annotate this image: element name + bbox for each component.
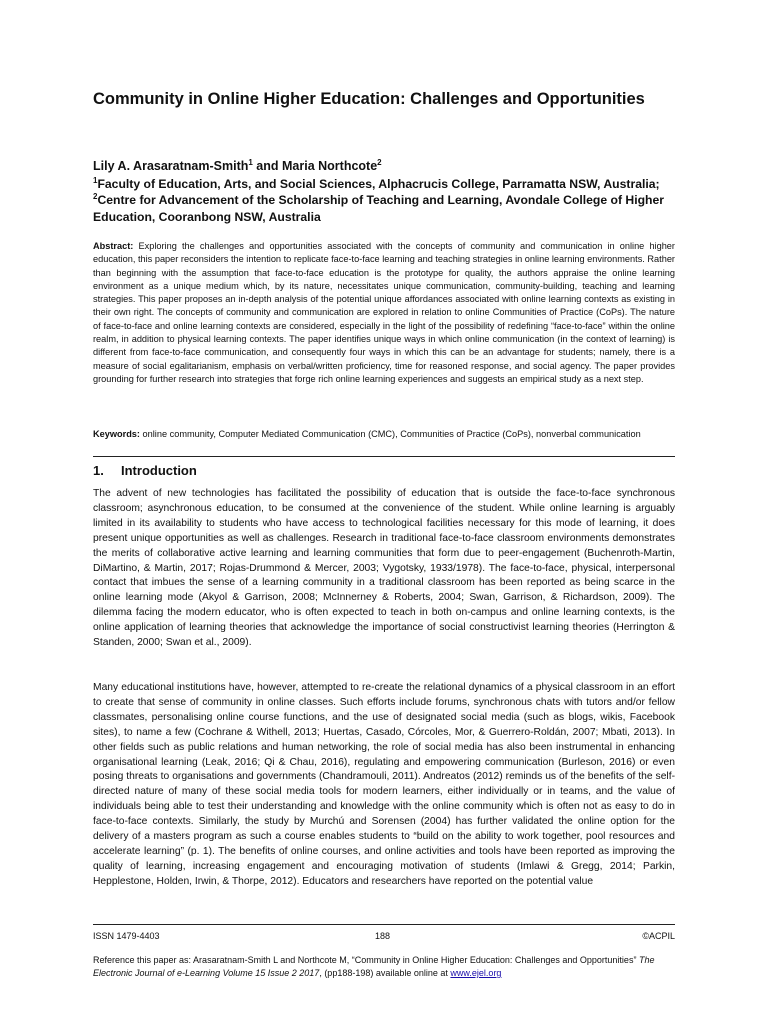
affiliation — [93, 176, 675, 193]
footer-divider — [93, 924, 675, 925]
section-number: 1. — [93, 463, 104, 478]
citation-prefix: Reference this paper as: Arasaratnam-Smith L and Northcote M, “Community in Online Higher Education: Challenges and Opportunities” — [93, 955, 637, 965]
abstract-text: Exploring the challenges and opportunities associated with the concepts of community and communication in online higher education, this paper reconsiders the intention to replicate face-to-face learning and teaching strategies in online learning environments. Rather than beginning with the assumption that face-to-face education is the prototype for quality, the authors appraise the online learning environment as a unique medium which, by its nature, necessitates unique communication, community-building, teaching and learning strategies. This paper proposes an in-depth analysis of the potential unique affordances associated with online learning contexts as existing in their own right. The concepts of community and communication are explored in relation to online Communities of Practice (CoPs). The nature of face-to-face and online learning contexts are considered, especially in the light of the possibility of redefining “face-to-face” within the online realm, in addition to physical learning contexts. The paper identifies unique ways in which online communication (in the context of learning) is different from face-to-face communication, and consequently four ways in which this can be an advantage for students; namely, there is a measure of social egalitarianism, emphasis on verbal/written proficiency, time for reasoned response, and social agency. The paper provides grounding for further research into strategies that forge rich online learning experiences and suggests an empirical study as a next step. — [93, 241, 675, 384]
keywords-text: online community, Computer Mediated Communication (CMC), Communities of Practice (CoPs), nonverbal communication — [142, 429, 641, 439]
author-superscript: 2 — [377, 157, 382, 167]
affiliation-superscript: 1 — [93, 175, 98, 185]
journal-name: The Electronic Journal of e-Learning Volume 15 Issue 2 2017 — [93, 955, 655, 978]
author-name: Lily A. Arasaratnam-Smith — [93, 159, 249, 173]
affiliation-text: Faculty of Education, Arts, and Social Sciences, Alphacrucis College, Parramatta NSW, Australia; — [97, 177, 660, 191]
abstract-label: Abstract: — [93, 241, 134, 251]
issn: ISSN 1479-4403 — [93, 931, 160, 941]
author-line — [93, 158, 382, 174]
section-divider — [93, 456, 675, 457]
citation-suffix: , (pp188-198) available online at — [319, 968, 448, 978]
affiliation-superscript: 2 — [93, 191, 98, 201]
keywords — [93, 428, 675, 441]
section-heading — [93, 462, 197, 480]
section-title: Introduction — [121, 463, 197, 478]
paper-title: Community in Online Higher Education: Challenges and Opportunities — [93, 90, 645, 108]
keywords-label: Keywords: — [93, 429, 140, 439]
author-superscript: 1 — [248, 157, 253, 167]
page-number: 188 — [375, 931, 391, 941]
author-name: Maria Northcote — [282, 159, 378, 173]
copyright: ©ACPIL — [642, 931, 675, 941]
journal-link[interactable]: www.ejel.org — [450, 968, 502, 978]
affiliation-text: Centre for Advancement of the Scholarship of Teaching and Learning, Avondale College of Higher Education, Cooranbong NSW, Australia — [93, 193, 665, 224]
body-paragraph: The advent of new technologies has facilitated the possibility of education that is outside the face-to-face synchronous classroom; asynchronous education, to be consumed at the convenience of the student. While online learning is arguably limited in its availability to students who have access to technological facilities necessary for this mode of learning, it does present unique opportunities as well as challenges. Research in traditional face-to-face classroom environments demonstrates the merits of collaborative active learning and learning communities that form due to peer-engagement (Buchenroth-Martin, DiMartino, & Martin, 2017; Rojas-Drummond & Mercer, 2003; Vygotsky, 1933/1978). The face-to-face, physical, interpersonal contact that imbues the sense of a learning community in a traditional classroom has been reported as being scarce in the online learning mode (Akyol & Garrison, 2008; McInnerney & Roberts, 2004; Swan, Garrison, & Richardson, 2009). The dilemma facing the modern educator, who is often expected to teach in both on-campus and online learning contexts, is the online application of learning theories that acknowledge the importance of social constructivist learning theories (Herrington & Standen, 2000; Swan et al., 2009). — [93, 488, 675, 649]
affiliation — [93, 192, 675, 226]
author-connector: and — [252, 159, 282, 173]
body-paragraph: Many educational institutions have, however, attempted to re-create the relational dynamics of a physical classroom in an effort to create that sense of community in online classes. Such efforts include forums, synchronous chats with tutors and/or fellow classmates, personalising online course functions, and the use of designated social media (such as blogs, wikis, Facebook sites), to name a few (Cochrane & Withell, 2013; Huertas, Casado, Córcoles, Mor, & Guerrero-Roldán, 2007; Mbati, 2013). In other fields such as public relations and human networking, the role of social media has also been instrumental in enhancing organisational learning (Leak, 2016; Qi & Chau, 2016), regulating and empowering communication (Burleson, 2016) or even posing threats to organisations and governments (Chandramouli, 2011). Andreatos (2012) reminds us of the benefits of the self-directed nature of many of these social media tools for modern learners, either individually or in teams, and the value of individuals being able to test their understanding and knowledge with the online community which is often not as easy to do in face-to-face contexts. Similarly, the study by Murchú and Sorensen (2004) has further validated the online option for the delivery of a masters program as such a course enables students to “build on the ability to work together, pool resources and accelerate learning” (p. 1). The benefits of online courses, and online activities and tools have been reported as improving the quality of learning, increasing engagement and encouraging motivation of students (Imlawi & Gregg, 2014; Parkin, Hepplestone, Holden, Irwin, & Thorpe, 2012). Educators and researchers have reported on the potential value — [93, 682, 675, 887]
abstract — [93, 240, 675, 386]
citation-note — [93, 954, 675, 980]
